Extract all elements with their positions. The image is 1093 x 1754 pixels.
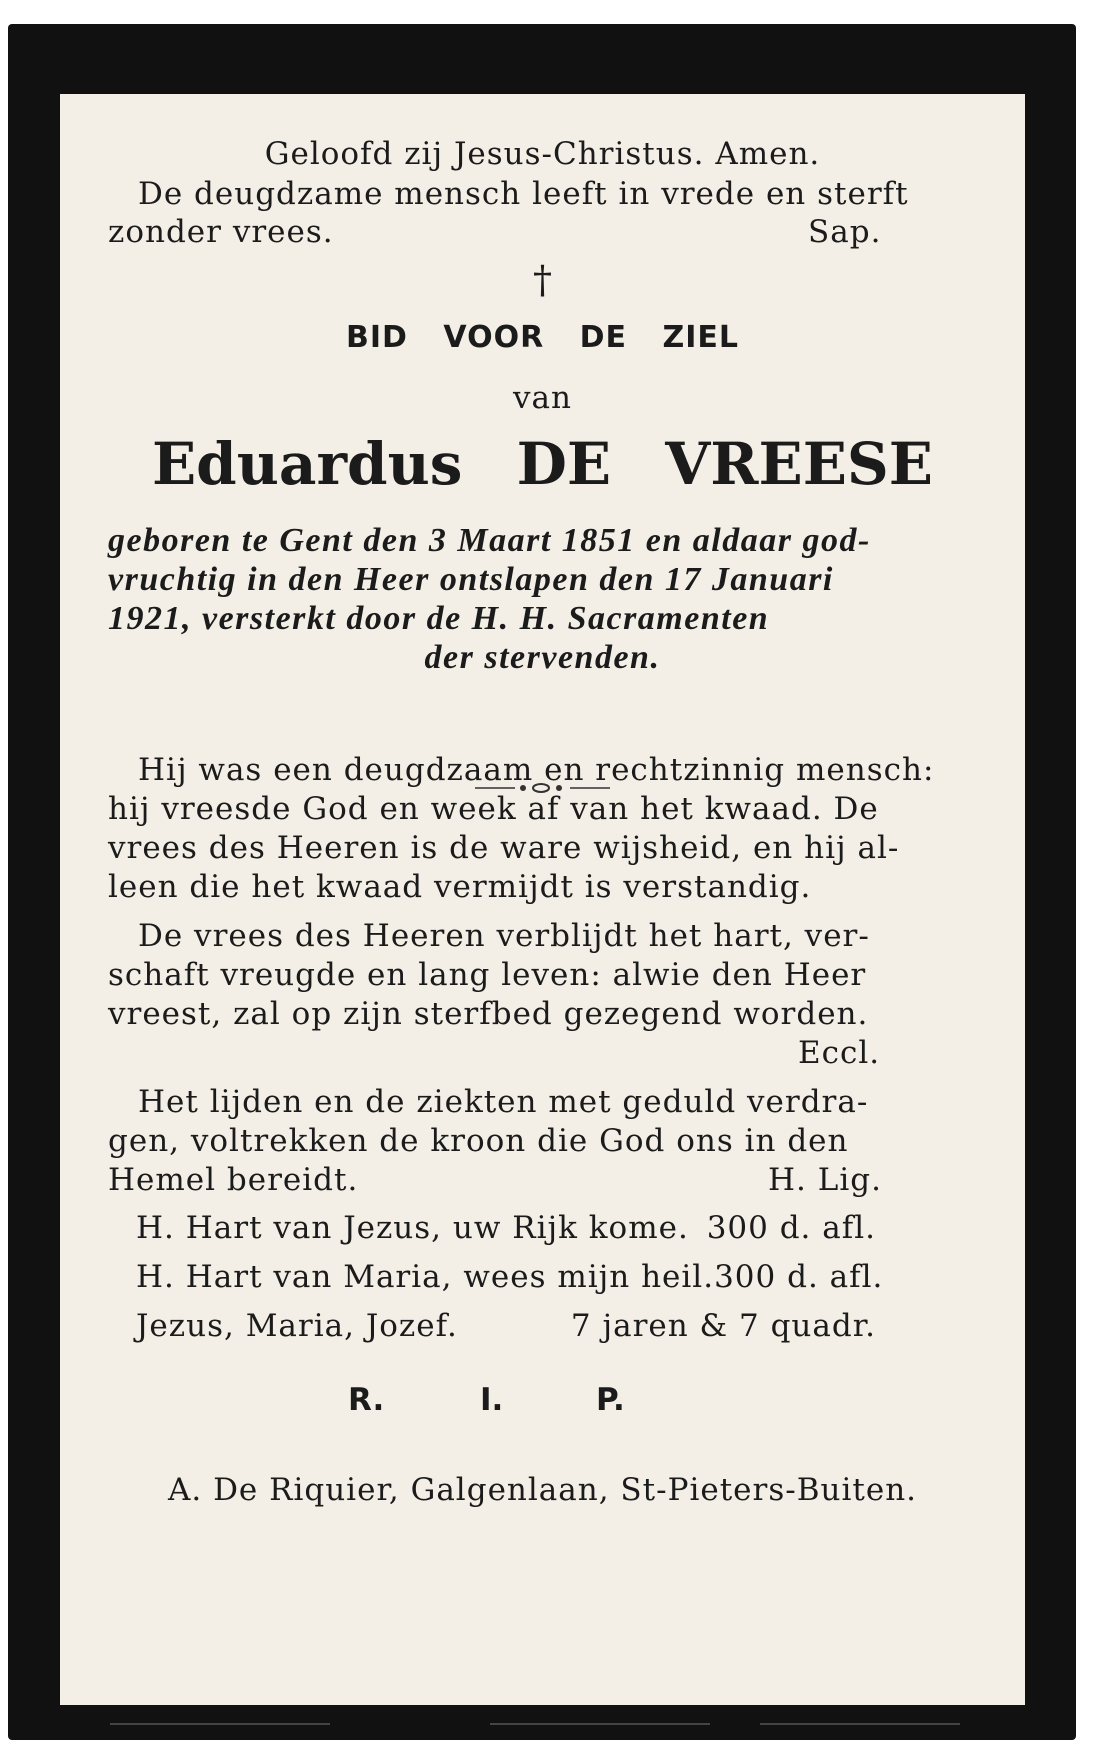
prayer-row (136, 1210, 876, 1246)
cross-icon: † (533, 258, 552, 302)
prayer-text: Jezus, Maria, Jozef. (136, 1308, 458, 1344)
printer-imprint: A. De Riquier, Galgenlaan, St-Pieters-Buiten. (167, 1472, 918, 1508)
para2-line-2: schaft vreugde en lang leven: alwie den Heer (108, 957, 867, 993)
header-line-3-left: zonder vrees. (108, 214, 334, 250)
prayer-text: H. Hart van Jezus, uw Rijk kome. (136, 1210, 689, 1246)
rip-i: I. (480, 1382, 504, 1418)
prayer-text: H. Hart van Maria, wees mijn heil. (136, 1259, 715, 1295)
van-label: van (513, 380, 572, 416)
para1-line-2: hij vreesde God en week af van het kwaad. De (108, 791, 879, 827)
prayer-row (136, 1308, 876, 1344)
para3-source: H. Lig. (768, 1162, 882, 1198)
prayer-heading: BID VOOR DE ZIEL (346, 320, 739, 355)
bio-line-4: der stervenden. (424, 639, 661, 676)
para2-line-1: De vrees des Heeren verblijdt het hart, ver- (138, 918, 870, 954)
rip-r: R. (348, 1382, 385, 1418)
para1-line-3: vrees des Heeren is de ware wijsheid, en hij al- (108, 830, 900, 866)
bio-line-2: vruchtig in den Heer ontslapen den 17 Januari (108, 561, 834, 598)
para2-source: Eccl. (798, 1035, 881, 1071)
deceased-name: Eduardus DE VREESE (151, 430, 934, 498)
footer-rule (760, 1723, 960, 1725)
header-line-1: Geloofd zij Jesus-Christus. Amen. (264, 136, 821, 172)
para3-line-2: gen, voltrekken de kroon die God ons in den (108, 1123, 849, 1159)
footer-rule (490, 1723, 710, 1725)
para1-line-1: Hij was een deugdzaam en rechtzinnig mensch: (138, 752, 935, 788)
rip-p: P. (596, 1382, 625, 1418)
prayer-indulgence: 300 d. afl. (706, 1210, 876, 1246)
para2-line-3: vreest, zal op zijn sterfbed gezegend worden. (108, 996, 869, 1032)
bio-line-3: 1921, versterkt door de H. H. Sacramenten (108, 600, 770, 637)
mourning-card-border (8, 24, 1076, 1740)
header-line-2: De deugdzame mensch leeft in vrede en sterft (138, 176, 909, 212)
para3-line-1: Het lijden en de ziekten met geduld verdra- (138, 1084, 869, 1120)
para3-line-3: Hemel bereidt. (108, 1162, 359, 1198)
header-source: Sap. (808, 214, 882, 250)
prayer-row (136, 1259, 884, 1295)
footer-rule (110, 1723, 330, 1725)
para1-line-4: leen die het kwaad vermijdt is verstandig. (108, 869, 812, 905)
prayer-indulgence: 300 d. afl. (714, 1259, 884, 1295)
bio-line-1: geboren te Gent den 3 Maart 1851 en aldaar god- (108, 522, 871, 559)
memorial-card (60, 94, 1025, 1705)
prayer-indulgence: 7 jaren & 7 quadr. (570, 1308, 876, 1344)
